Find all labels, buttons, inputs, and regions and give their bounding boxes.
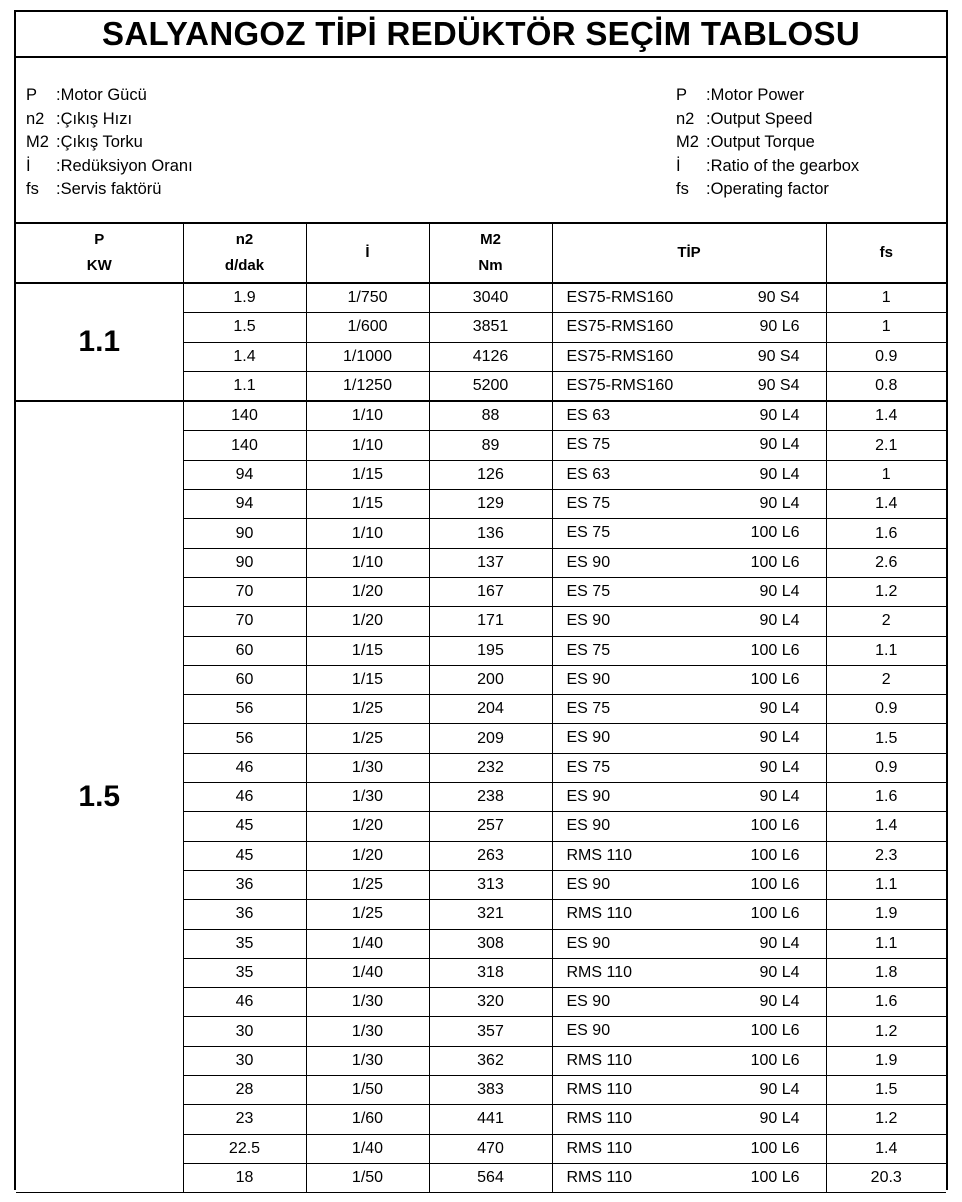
- service-factor-cell: 2: [826, 607, 946, 636]
- service-factor-cell: 1: [826, 460, 946, 489]
- motor-frame: 100 L6: [750, 524, 800, 542]
- service-factor-cell: 1.4: [826, 812, 946, 841]
- type-cell: [552, 958, 826, 987]
- speed-cell: 35: [183, 929, 306, 958]
- ratio-cell: 1/1250: [306, 371, 429, 401]
- speed-cell: 45: [183, 812, 306, 841]
- gearbox-model: ES 90: [566, 817, 611, 835]
- header-power: [16, 224, 183, 283]
- speed-cell: 36: [183, 900, 306, 929]
- speed-cell: 1.5: [183, 313, 306, 342]
- gearbox-model: ES 75: [566, 436, 611, 454]
- motor-frame: 90 S4: [757, 376, 800, 394]
- speed-cell: 70: [183, 607, 306, 636]
- motor-frame: 90 L4: [759, 436, 800, 454]
- ratio-cell: 1/25: [306, 724, 429, 753]
- header-label: P: [94, 231, 105, 248]
- speed-cell: 18: [183, 1163, 306, 1192]
- torque-cell: 564: [429, 1163, 552, 1192]
- legend-item: [676, 178, 859, 202]
- torque-cell: 204: [429, 695, 552, 724]
- gearbox-model: ES 63: [566, 407, 611, 425]
- type-cell: [552, 900, 826, 929]
- speed-cell: 28: [183, 1076, 306, 1105]
- speed-cell: 70: [183, 577, 306, 606]
- speed-cell: 94: [183, 460, 306, 489]
- motor-frame: 90 L4: [759, 700, 800, 718]
- service-factor-cell: 1.6: [826, 988, 946, 1017]
- speed-cell: 30: [183, 1046, 306, 1075]
- torque-cell: 318: [429, 958, 552, 987]
- torque-cell: 441: [429, 1105, 552, 1134]
- speed-cell: 46: [183, 783, 306, 812]
- ratio-cell: 1/30: [306, 988, 429, 1017]
- motor-frame: 90 L4: [759, 465, 800, 483]
- gearbox-model: ES 90: [566, 934, 611, 952]
- legend-turkish: [26, 84, 193, 202]
- legend-abbr: fs: [26, 180, 39, 198]
- service-factor-cell: 1.4: [826, 401, 946, 431]
- type-cell: [552, 371, 826, 401]
- speed-cell: 35: [183, 958, 306, 987]
- power-cell: 1.5: [16, 401, 183, 1193]
- ratio-cell: 1/20: [306, 577, 429, 606]
- header-type: [552, 224, 826, 283]
- torque-cell: 320: [429, 988, 552, 1017]
- header-torque: [429, 224, 552, 283]
- torque-cell: 195: [429, 636, 552, 665]
- motor-frame: 90 L4: [759, 495, 800, 513]
- gearbox-model: ES 75: [566, 700, 611, 718]
- motor-frame: 90 L4: [759, 963, 800, 981]
- legend-english: [676, 84, 859, 202]
- ratio-cell: 1/10: [306, 519, 429, 548]
- service-factor-cell: 2: [826, 665, 946, 694]
- legend-item: [26, 155, 193, 179]
- torque-cell: 3851: [429, 313, 552, 342]
- torque-cell: 136: [429, 519, 552, 548]
- speed-cell: 30: [183, 1017, 306, 1046]
- torque-cell: 89: [429, 431, 552, 460]
- service-factor-cell: 1.4: [826, 490, 946, 519]
- gearbox-model: ES 90: [566, 788, 611, 806]
- torque-cell: 126: [429, 460, 552, 489]
- header-unit: d/dak: [224, 257, 265, 274]
- service-factor-cell: 1.1: [826, 929, 946, 958]
- ratio-cell: 1/20: [306, 812, 429, 841]
- torque-cell: 308: [429, 929, 552, 958]
- torque-cell: 4126: [429, 342, 552, 371]
- ratio-cell: 1/50: [306, 1163, 429, 1192]
- service-factor-cell: 1.8: [826, 958, 946, 987]
- torque-cell: 470: [429, 1134, 552, 1163]
- torque-cell: 357: [429, 1017, 552, 1046]
- torque-cell: 313: [429, 870, 552, 899]
- motor-frame: 90 S4: [757, 347, 800, 365]
- service-factor-cell: 1.6: [826, 519, 946, 548]
- type-cell: [552, 636, 826, 665]
- legend-abbr: n2: [26, 109, 45, 128]
- legend-text: :Çıkış Torku: [56, 133, 143, 151]
- torque-cell: 5200: [429, 371, 552, 401]
- motor-frame: 90 L6: [759, 318, 800, 336]
- torque-cell: 171: [429, 607, 552, 636]
- service-factor-cell: 20.3: [826, 1163, 946, 1192]
- legend-item: [676, 108, 859, 132]
- motor-frame: 90 L4: [759, 1110, 800, 1128]
- speed-cell: 23: [183, 1105, 306, 1134]
- gearbox-model: RMS 110: [566, 846, 633, 864]
- torque-cell: 321: [429, 900, 552, 929]
- speed-cell: 46: [183, 988, 306, 1017]
- torque-cell: 383: [429, 1076, 552, 1105]
- gearbox-model: ES 90: [566, 729, 611, 747]
- ratio-cell: 1/15: [306, 460, 429, 489]
- gearbox-model: RMS 110: [566, 1081, 633, 1099]
- speed-cell: 60: [183, 665, 306, 694]
- type-cell: [552, 1076, 826, 1105]
- type-cell: [552, 1134, 826, 1163]
- legend-text: :Motor Power: [706, 86, 805, 104]
- ratio-cell: 1/25: [306, 695, 429, 724]
- ratio-cell: 1/60: [306, 1105, 429, 1134]
- motor-frame: 90 S4: [757, 289, 800, 306]
- gearbox-model: ES75-RMS160: [566, 289, 674, 306]
- type-cell: [552, 812, 826, 841]
- type-cell: [552, 577, 826, 606]
- motor-frame: 100 L6: [750, 817, 800, 835]
- ratio-cell: 1/30: [306, 753, 429, 782]
- ratio-cell: 1/30: [306, 1017, 429, 1046]
- header-ratio: [306, 224, 429, 283]
- speed-cell: 60: [183, 636, 306, 665]
- table-body: [16, 283, 946, 1193]
- type-cell: [552, 607, 826, 636]
- service-factor-cell: 1.9: [826, 900, 946, 929]
- header-label: İ: [365, 244, 370, 261]
- speed-cell: 1.9: [183, 283, 306, 313]
- service-factor-cell: 1.1: [826, 636, 946, 665]
- service-factor-cell: 1.2: [826, 1017, 946, 1046]
- service-factor-cell: 0.9: [826, 753, 946, 782]
- ratio-cell: 1/750: [306, 283, 429, 313]
- ratio-cell: 1/20: [306, 607, 429, 636]
- motor-frame: 100 L6: [750, 905, 800, 923]
- legend-abbr: İ: [26, 156, 31, 175]
- gearbox-model: ES 75: [566, 524, 611, 542]
- header-label: TİP: [677, 244, 701, 261]
- service-factor-cell: 1.5: [826, 724, 946, 753]
- gearbox-model: ES75-RMS160: [566, 376, 674, 394]
- header-unit: KW: [86, 257, 112, 274]
- motor-frame: 90 L4: [759, 582, 800, 600]
- ratio-cell: 1/20: [306, 841, 429, 870]
- service-factor-cell: 2.1: [826, 431, 946, 460]
- motor-frame: 100 L6: [750, 875, 800, 893]
- motor-frame: 100 L6: [750, 553, 800, 571]
- speed-cell: 22.5: [183, 1134, 306, 1163]
- gearbox-model: ES 90: [566, 612, 611, 630]
- ratio-cell: 1/15: [306, 636, 429, 665]
- torque-cell: 232: [429, 753, 552, 782]
- ratio-cell: 1/40: [306, 1134, 429, 1163]
- type-cell: [552, 431, 826, 460]
- type-cell: [552, 283, 826, 313]
- gearbox-model: ES75-RMS160: [566, 347, 674, 365]
- torque-cell: 137: [429, 548, 552, 577]
- gearbox-model: ES75-RMS160: [566, 318, 674, 336]
- type-cell: [552, 753, 826, 782]
- gearbox-model: RMS 110: [566, 1139, 633, 1157]
- gearbox-model: RMS 110: [566, 905, 633, 923]
- legend-text: :Ratio of the gearbox: [706, 156, 860, 175]
- motor-frame: 90 L4: [759, 729, 800, 747]
- type-cell: [552, 548, 826, 577]
- service-factor-cell: 1.2: [826, 1105, 946, 1134]
- table-header: [16, 224, 946, 283]
- legend-text: :Motor Gücü: [56, 86, 147, 104]
- motor-frame: 100 L6: [750, 670, 800, 688]
- motor-frame: 100 L6: [750, 641, 800, 659]
- motor-frame: 100 L6: [750, 1051, 800, 1069]
- table-row: [16, 283, 946, 313]
- gearbox-model: RMS 110: [566, 1110, 633, 1128]
- gearbox-model: ES 90: [566, 993, 611, 1011]
- legend-item: [26, 84, 193, 108]
- gearbox-model: ES 90: [566, 1022, 611, 1040]
- torque-cell: 200: [429, 665, 552, 694]
- torque-cell: 263: [429, 841, 552, 870]
- speed-cell: 140: [183, 401, 306, 431]
- header-service-factor: [826, 224, 946, 283]
- gearbox-model: ES 90: [566, 875, 611, 893]
- gearbox-model: RMS 110: [566, 963, 633, 981]
- header-label: M2: [480, 231, 501, 248]
- ratio-cell: 1/600: [306, 313, 429, 342]
- speed-cell: 1.1: [183, 371, 306, 401]
- ratio-cell: 1/25: [306, 900, 429, 929]
- motor-frame: 100 L6: [750, 1168, 800, 1186]
- type-cell: [552, 342, 826, 371]
- ratio-cell: 1/50: [306, 1076, 429, 1105]
- type-cell: [552, 460, 826, 489]
- legend-abbr: n2: [676, 109, 695, 128]
- type-cell: [552, 783, 826, 812]
- legend-abbr: P: [26, 86, 38, 104]
- type-cell: [552, 929, 826, 958]
- service-factor-cell: 1: [826, 313, 946, 342]
- legend-item: [26, 178, 193, 202]
- page-title: SALYANGOZ TİPİ REDÜKTÖR SEÇİM TABLOSU: [16, 12, 946, 58]
- motor-frame: 90 L4: [759, 1081, 800, 1099]
- torque-cell: 362: [429, 1046, 552, 1075]
- legend-text: :Çıkış Hızı: [56, 109, 133, 128]
- motor-frame: 100 L6: [750, 1022, 800, 1040]
- speed-cell: 140: [183, 431, 306, 460]
- gearbox-model: ES 75: [566, 495, 611, 513]
- legend-item: [676, 155, 859, 179]
- type-cell: [552, 695, 826, 724]
- motor-frame: 90 L4: [759, 934, 800, 952]
- service-factor-cell: 1: [826, 283, 946, 313]
- ratio-cell: 1/40: [306, 958, 429, 987]
- legend-item: [26, 131, 193, 155]
- gearbox-model: ES 90: [566, 553, 611, 571]
- service-factor-cell: 0.9: [826, 342, 946, 371]
- torque-cell: 257: [429, 812, 552, 841]
- header-label: n2: [235, 231, 254, 248]
- legend-text: :Redüksiyon Oranı: [56, 156, 193, 175]
- torque-cell: 129: [429, 490, 552, 519]
- ratio-cell: 1/30: [306, 1046, 429, 1075]
- gearbox-model: ES 63: [566, 465, 611, 483]
- type-cell: [552, 841, 826, 870]
- speed-cell: 36: [183, 870, 306, 899]
- motor-frame: 90 L4: [759, 788, 800, 806]
- ratio-cell: 1/30: [306, 783, 429, 812]
- torque-cell: 167: [429, 577, 552, 606]
- legend-text: :Output Speed: [706, 109, 813, 128]
- legend-abbr: İ: [676, 156, 681, 175]
- service-factor-cell: 1.9: [826, 1046, 946, 1075]
- service-factor-cell: 1.4: [826, 1134, 946, 1163]
- type-cell: [552, 1163, 826, 1192]
- service-factor-cell: 2.3: [826, 841, 946, 870]
- service-factor-cell: 0.9: [826, 695, 946, 724]
- type-cell: [552, 988, 826, 1017]
- motor-frame: 90 L4: [759, 758, 800, 776]
- gearbox-model: RMS 110: [566, 1051, 633, 1069]
- type-cell: [552, 724, 826, 753]
- speed-cell: 56: [183, 724, 306, 753]
- legend-abbr: P: [676, 86, 688, 104]
- torque-cell: 3040: [429, 283, 552, 313]
- gearbox-model: ES 75: [566, 758, 611, 776]
- motor-frame: 90 L4: [759, 993, 800, 1011]
- speed-cell: 90: [183, 548, 306, 577]
- legend-item: [676, 84, 859, 108]
- type-cell: [552, 490, 826, 519]
- gearbox-model: RMS 110: [566, 1168, 633, 1186]
- legend-abbr: M2: [676, 133, 699, 151]
- legend-abbr: M2: [26, 133, 49, 151]
- speed-cell: 94: [183, 490, 306, 519]
- service-factor-cell: 1.1: [826, 870, 946, 899]
- speed-cell: 56: [183, 695, 306, 724]
- legend-abbr: fs: [676, 180, 689, 198]
- type-cell: [552, 665, 826, 694]
- torque-cell: 238: [429, 783, 552, 812]
- ratio-cell: 1/15: [306, 490, 429, 519]
- legend-text: :Servis faktörü: [56, 180, 162, 198]
- ratio-cell: 1/10: [306, 431, 429, 460]
- header-unit: Nm: [478, 257, 503, 274]
- motor-frame: 100 L6: [750, 846, 800, 864]
- service-factor-cell: 1.6: [826, 783, 946, 812]
- type-cell: [552, 870, 826, 899]
- type-cell: [552, 1046, 826, 1075]
- type-cell: [552, 1017, 826, 1046]
- gearbox-model: ES 90: [566, 670, 611, 688]
- type-cell: [552, 401, 826, 431]
- speed-cell: 46: [183, 753, 306, 782]
- torque-cell: 209: [429, 724, 552, 753]
- selection-sheet: [14, 10, 948, 1190]
- motor-frame: 100 L6: [750, 1139, 800, 1157]
- legend-item: [26, 108, 193, 132]
- gearbox-model: ES 75: [566, 582, 611, 600]
- service-factor-cell: 0.8: [826, 371, 946, 401]
- speed-cell: 45: [183, 841, 306, 870]
- selection-table: [16, 224, 946, 1193]
- legend: [16, 58, 946, 224]
- power-cell: 1.1: [16, 283, 183, 401]
- type-cell: [552, 519, 826, 548]
- ratio-cell: 1/10: [306, 548, 429, 577]
- type-cell: [552, 1105, 826, 1134]
- ratio-cell: 1/10: [306, 401, 429, 431]
- ratio-cell: 1/40: [306, 929, 429, 958]
- motor-frame: 90 L4: [759, 612, 800, 630]
- torque-cell: 88: [429, 401, 552, 431]
- service-factor-cell: 2.6: [826, 548, 946, 577]
- header-label: fs: [879, 244, 893, 261]
- ratio-cell: 1/25: [306, 870, 429, 899]
- service-factor-cell: 1.5: [826, 1076, 946, 1105]
- service-factor-cell: 1.2: [826, 577, 946, 606]
- legend-text: :Operating factor: [706, 180, 829, 198]
- legend-text: :Output Torque: [706, 133, 815, 151]
- motor-frame: 90 L4: [759, 407, 800, 425]
- ratio-cell: 1/1000: [306, 342, 429, 371]
- speed-cell: 1.4: [183, 342, 306, 371]
- table-row: [16, 401, 946, 431]
- type-cell: [552, 313, 826, 342]
- legend-item: [676, 131, 859, 155]
- header-speed: [183, 224, 306, 283]
- ratio-cell: 1/15: [306, 665, 429, 694]
- speed-cell: 90: [183, 519, 306, 548]
- gearbox-model: ES 75: [566, 641, 611, 659]
